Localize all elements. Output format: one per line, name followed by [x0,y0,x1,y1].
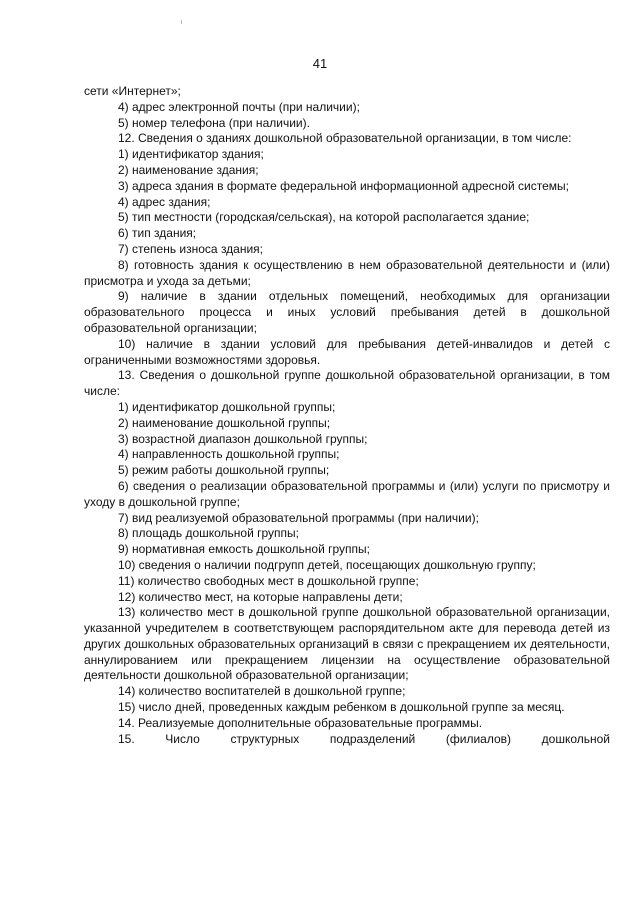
paragraph: 11) количество свободных мест в дошкольной группе; [118,573,419,588]
paragraph: 14. Реализуемые дополнительные образовательные программы. [118,715,483,730]
paragraph: 15) число дней, проведенных каждым ребенком в дошкольной группе за месяц. [118,700,565,715]
page-number: 41 [312,56,328,71]
paragraph: 15. Число структурных подразделений (филиалов) дошкольной [118,731,610,746]
scan-mark [181,20,182,24]
paragraph: 13) количество мест в дошкольной группе дошкольной образовательной организации, указанной учредителем в соответствующем распорядительном акте для перевода детей из других дошкольных образовательных организаций в связи с прекращением их деятельности, аннулированием или прекращением лицензии на осуществление образовательной деятельности дошкольной образовательной организации; [84,605,610,683]
paragraph: 10) сведения о наличии подгрупп детей, посещающих дошкольную группу; [118,557,536,572]
paragraph: 6) сведения о реализации образовательной программы и (или) услуги по присмотру и уходу в дошкольной группе; [84,478,610,509]
paragraph: 5) номер телефона (при наличии). [118,115,310,130]
paragraph: 9) нормативная емкость дошкольной группы; [118,542,370,557]
document-body [84,84,610,747]
paragraph: 1) идентификатор здания; [118,147,264,162]
paragraph: 4) адрес электронной почты (при наличии); [118,99,360,114]
paragraph: 9) наличие в здании отдельных помещений, необходимых для организации образовательного процесса и иных условий пребывания детей в дошкольной образовательной организации; [84,289,610,335]
paragraph: 6) тип здания; [118,226,197,241]
paragraph: 4) адрес здания; [118,194,211,209]
paragraph: 14) количество воспитателей в дошкольной группе; [118,684,406,699]
paragraph: 8) площадь дошкольной группы; [118,526,300,541]
paragraph: 4) направленность дошкольной группы; [118,447,340,462]
paragraph: 7) вид реализуемой образовательной программы (при наличии); [118,510,479,525]
paragraph: 2) наименование дошкольной группы; [118,415,331,430]
paragraph: 5) режим работы дошкольной группы; [118,463,330,478]
paragraph: 2) наименование здания; [118,162,259,177]
paragraph: 10) наличие в здании условий для пребывания детей-инвалидов и детей с ограниченными возможностями здоровья. [84,336,610,367]
paragraph: 5) тип местности (городская/сельская), на которой располагается здание; [118,210,530,225]
paragraph: 13. Сведения о дошкольной группе дошкольной образовательной организации, в том числе: [84,368,610,399]
paragraph: 7) степень износа здания; [118,241,264,256]
paragraph: 1) идентификатор дошкольной группы; [118,399,336,414]
paragraph: 12) количество мест, на которые направлены дети; [118,589,403,604]
paragraph: 3) возрастной диапазон дошкольной группы; [118,431,368,446]
paragraph: 8) готовность здания к осуществлению в нем образовательной деятельности и (или) присмотра и ухода за детьми; [84,257,610,288]
paragraph: 12. Сведения о зданиях дошкольной образовательной организации, в том числе: [118,131,572,146]
paragraph: 3) адреса здания в формате федеральной информационной адресной системы; [118,178,569,193]
paragraph: сети «Интернет»; [84,84,181,98]
